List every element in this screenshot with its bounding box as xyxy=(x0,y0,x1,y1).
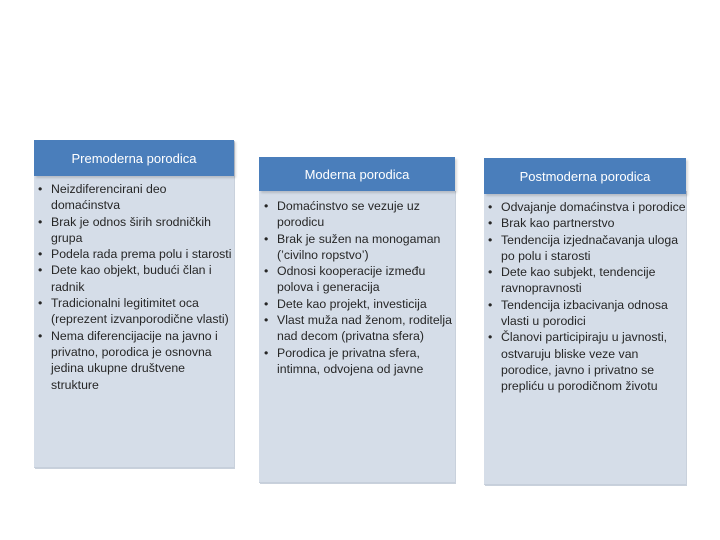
postmoderna-list xyxy=(488,199,686,395)
list-item: • Tradicionalni legitimitet oca (reprezent izvanporodične vlasti) xyxy=(38,295,234,328)
list-item: • Tendencija izjednačavanja uloga po polu i starosti xyxy=(488,232,686,265)
moderna-title: Moderna porodica xyxy=(304,166,410,182)
list-item: • Dete kao projekt, investicija xyxy=(264,296,454,312)
list-item: • Vlast muža nad ženom, roditelja nad decom (privatna sfera) xyxy=(264,312,454,345)
list-item: • Dete kao subjekt, tendencije ravnopravnosti xyxy=(488,264,686,297)
postmoderna-header xyxy=(484,158,686,194)
postmoderna-title: Postmoderna porodica xyxy=(519,168,651,184)
list-item: • Neizdiferencirani deo domaćinstva xyxy=(38,181,234,214)
list-item: • Tendencija izbacivanja odnosa vlasti u porodici xyxy=(488,297,686,330)
list-item: • Dete kao objekt, budući član i radnik xyxy=(38,262,234,295)
premoderna-header xyxy=(34,140,234,176)
moderna-header xyxy=(259,157,455,191)
list-item: • Podela rada prema polu i starosti xyxy=(38,246,234,262)
list-item: • Brak je sužen na monogaman (’civilno ropstvo’) xyxy=(264,231,454,264)
list-item: • Domaćinstvo se vezuje uz porodicu xyxy=(264,198,454,231)
list-item: • Brak kao partnerstvo xyxy=(488,215,686,231)
list-item: • Porodica je privatna sfera, intimna, odvojena od javne xyxy=(264,345,454,378)
list-item: • Odvajanje domaćinstva i porodice xyxy=(488,199,686,215)
moderna-list xyxy=(264,198,454,377)
premoderna-title: Premoderna porodica xyxy=(71,150,197,166)
list-item: • Odnosi kooperacije između polova i generacija xyxy=(264,263,454,296)
premoderna-list xyxy=(38,181,234,393)
list-item: • Nema diferencijacije na javno i privatno, porodica je osnovna jedina ukupne društvene strukture xyxy=(38,328,234,393)
list-item: • Članovi participiraju u javnosti, ostvaruju bliske veze van porodice, javno i privatno se prepliću u porodičnom životu xyxy=(488,329,686,394)
list-item: • Brak je odnos širih srodničkih grupa xyxy=(38,214,234,247)
